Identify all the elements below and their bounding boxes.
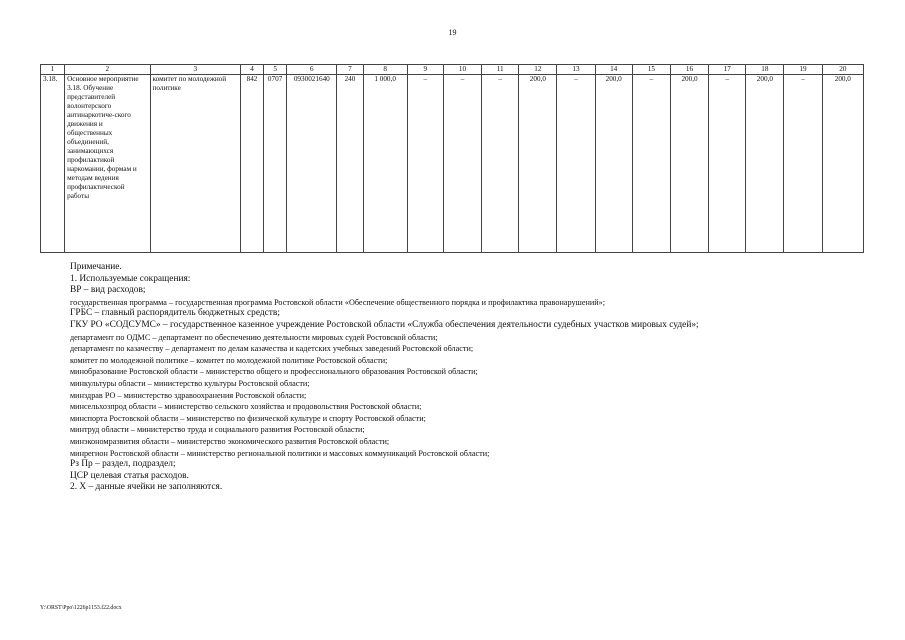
grbs-code: 842	[240, 75, 263, 253]
header-cell: 3	[150, 65, 240, 75]
header-cell: 15	[632, 65, 670, 75]
header-cell: 6	[287, 65, 337, 75]
notes-item: департамент по ОДМС – департамент по обеспечению деятельности мировых судей Ростовской области;	[70, 332, 438, 342]
vr-code: 240	[337, 75, 363, 253]
notes-item: 1. Используемые сокращения:	[70, 273, 191, 284]
notes-item: департамент по казачеству – департамент по делам казачества и кадетских учебных заведений Ростовской области;	[70, 344, 474, 354]
header-cell: 12	[519, 65, 557, 75]
notes-item: минкультуры области – министерство культуры Ростовской области;	[70, 378, 310, 388]
notes-item: минэкономразвития области – министерство экономического развития Ростовской области;	[70, 436, 390, 446]
activity-name: Основное мероприятие 3.18. Обучение представителей волонтерского антинаркотиче-ского движения и общественных объединений, занимающихся профилактикой наркомании, формам и методам ведения профилактической работы	[65, 75, 150, 253]
year-cell: –	[557, 75, 595, 253]
notes-item: Рз Пр – раздел, подраздел;	[70, 459, 176, 470]
notes-title: Примечание.	[70, 262, 122, 272]
header-cell: 13	[557, 65, 595, 75]
table-row	[41, 75, 864, 253]
notes-item: 2. Х – данные ячейки не заполняются.	[70, 482, 223, 493]
total-amount: 1 000,0	[363, 75, 407, 253]
notes-item: минздрав РО – министерство здравоохранения Ростовской области;	[70, 390, 307, 400]
notes-section	[70, 262, 870, 494]
header-cell: 10	[443, 65, 481, 75]
notes-item: ВР – вид расходов;	[70, 285, 146, 296]
year-cell: –	[482, 75, 519, 253]
header-cell: 9	[407, 65, 443, 75]
notes-item: государственная программа – государственная программа Ростовской области «Обеспечение общественного порядка и профилактика правонарушений»;	[70, 297, 605, 307]
year-cell: –	[784, 75, 822, 253]
header-cell: 11	[482, 65, 519, 75]
header-cell: 18	[746, 65, 784, 75]
year-cell: 200,0	[822, 75, 863, 253]
executor: комитет по молодежной политике	[150, 75, 240, 253]
header-cell: 2	[65, 65, 150, 75]
header-cell: 8	[363, 65, 407, 75]
csr-code: 0930021640	[287, 75, 337, 253]
row-number: 3.18.	[41, 75, 65, 253]
notes-item: минтруд области – министерство труда и социального развития Ростовской области;	[70, 425, 365, 435]
notes-item: комитет по молодежной политике – комитет по молодежной политике Ростовской области;	[70, 355, 388, 365]
notes-item: минспорта Ростовской области – министерство по физической культуре и спорту Ростовской области;	[70, 413, 426, 423]
year-cell: –	[443, 75, 481, 253]
year-cell: 200,0	[670, 75, 708, 253]
notes-item: ГРБС – главный распорядитель бюджетных средств;	[70, 308, 280, 319]
program-table	[40, 64, 864, 253]
header-cell: 7	[337, 65, 363, 75]
header-cell: 14	[595, 65, 632, 75]
header-cell: 5	[264, 65, 287, 75]
year-cell: 200,0	[746, 75, 784, 253]
header-cell: 16	[670, 65, 708, 75]
year-cell: –	[407, 75, 443, 253]
year-cell: 200,0	[595, 75, 632, 253]
year-cell: –	[632, 75, 670, 253]
notes-item: ГКУ РО «СОДСУМС» – государственное казенное учреждение Ростовской области «Служба обеспечения деятельности судебных участков мировых судей»;	[70, 319, 699, 330]
header-row	[41, 65, 864, 75]
header-cell: 1	[41, 65, 65, 75]
notes-item: минсельхозпрод области – министерство сельского хозяйства и продовольствия Ростовской области;	[70, 402, 422, 412]
header-cell: 20	[822, 65, 863, 75]
year-cell: –	[709, 75, 746, 253]
header-cell: 17	[709, 65, 746, 75]
year-cell: 200,0	[519, 75, 557, 253]
notes-item: минрегион Ростовской области – министерство региональной политики и массовых коммуникаций Ростовской области;	[70, 448, 490, 458]
notes-item: минобразование Ростовской области – министерство общего и профессионального образования Ростовской области;	[70, 367, 478, 377]
header-cell: 19	[784, 65, 822, 75]
notes-item: ЦСР целевая статья расходов.	[70, 470, 189, 481]
rz-pr-code: 0707	[264, 75, 287, 253]
header-cell: 4	[240, 65, 263, 75]
page-number: 19	[448, 28, 457, 37]
footer-file-path: Y:\ORST\Ppo\1226p1153.f22.docx	[40, 605, 122, 611]
